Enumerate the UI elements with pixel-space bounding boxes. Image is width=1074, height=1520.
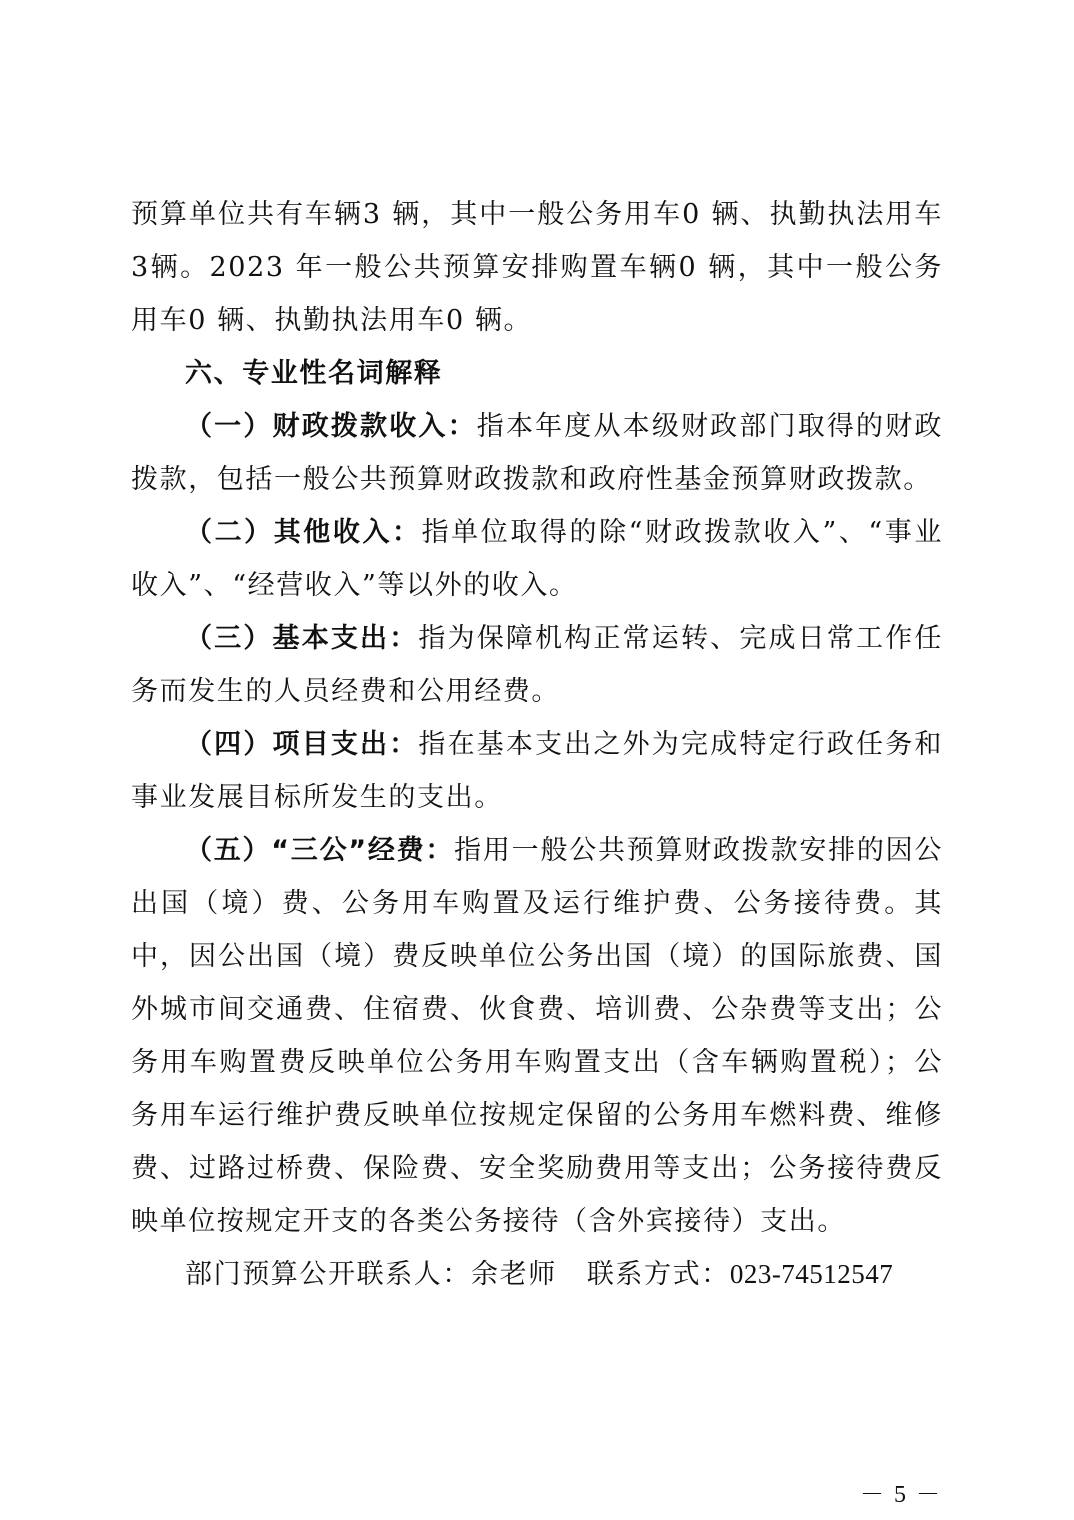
definition-term: （四）项目支出： (185, 729, 419, 760)
definition-text: 指用一般公共预算财政拨款安排的因公出国（境）费、公务用车购置及运行维护费、公务接待费。其中，因公出国（境）费反映单位公务出国（境）的国际旅费、国外城市间交通费、住宿费、伙食费、培训费、公杂费等支出；公务用车购置费反映单位公务用车购置支出（含车辆购置税）；公务用车运行维护费反映单位按规定保留的公务用车燃料费、维修费、过路过桥费、保险费、安全奖励费用等支出；公务接待费反映单位按规定开支的各类公务接待（含外宾接待）支出。 (131, 835, 943, 1237)
document-body (131, 188, 943, 1301)
definition-item (131, 400, 943, 506)
page-number: － 5 － (860, 1482, 942, 1508)
definition-term: （一）财政拨款收入： (185, 411, 477, 442)
definition-term: （三）基本支出： (185, 623, 419, 654)
contact-person: 部门预算公开联系人：余老师 (185, 1259, 557, 1290)
definition-item (131, 718, 943, 824)
contact-method-label: 联系方式： (586, 1259, 730, 1290)
contact-line (131, 1248, 943, 1301)
definition-item (131, 612, 943, 718)
definition-text: 指在基本支出之外为完成特定行政任务和事业发展目标所发生的支出。 (131, 729, 943, 813)
definition-item (131, 506, 943, 612)
definition-term: （五）“三公”经费： (185, 835, 455, 866)
section-heading: 六、专业性名词解释 (185, 358, 443, 389)
contact-phone: 023-74512547 (729, 1259, 894, 1289)
definition-item (131, 824, 943, 1248)
definition-term: （二）其他收入： (185, 517, 422, 548)
definition-text: 指单位取得的除“财政拨款收入”、“事业收入”、“经营收入”等以外的收入。 (131, 517, 943, 601)
definition-text: 指本年度从本级财政部门取得的财政拨款，包括一般公共预算财政拨款和政府性基金预算财政拨款。 (131, 411, 943, 495)
definition-text: 指为保障机构正常运转、完成日常工作任务而发生的人员经费和公用经费。 (131, 623, 943, 707)
intro-paragraph: 预算单位共有车辆3 辆，其中一般公务用车0 辆、执勤执法用车3辆。2023 年一般公共预算安排购置车辆0 辆，其中一般公务用车0 辆、执勤执法用车0 辆。 (131, 199, 943, 336)
